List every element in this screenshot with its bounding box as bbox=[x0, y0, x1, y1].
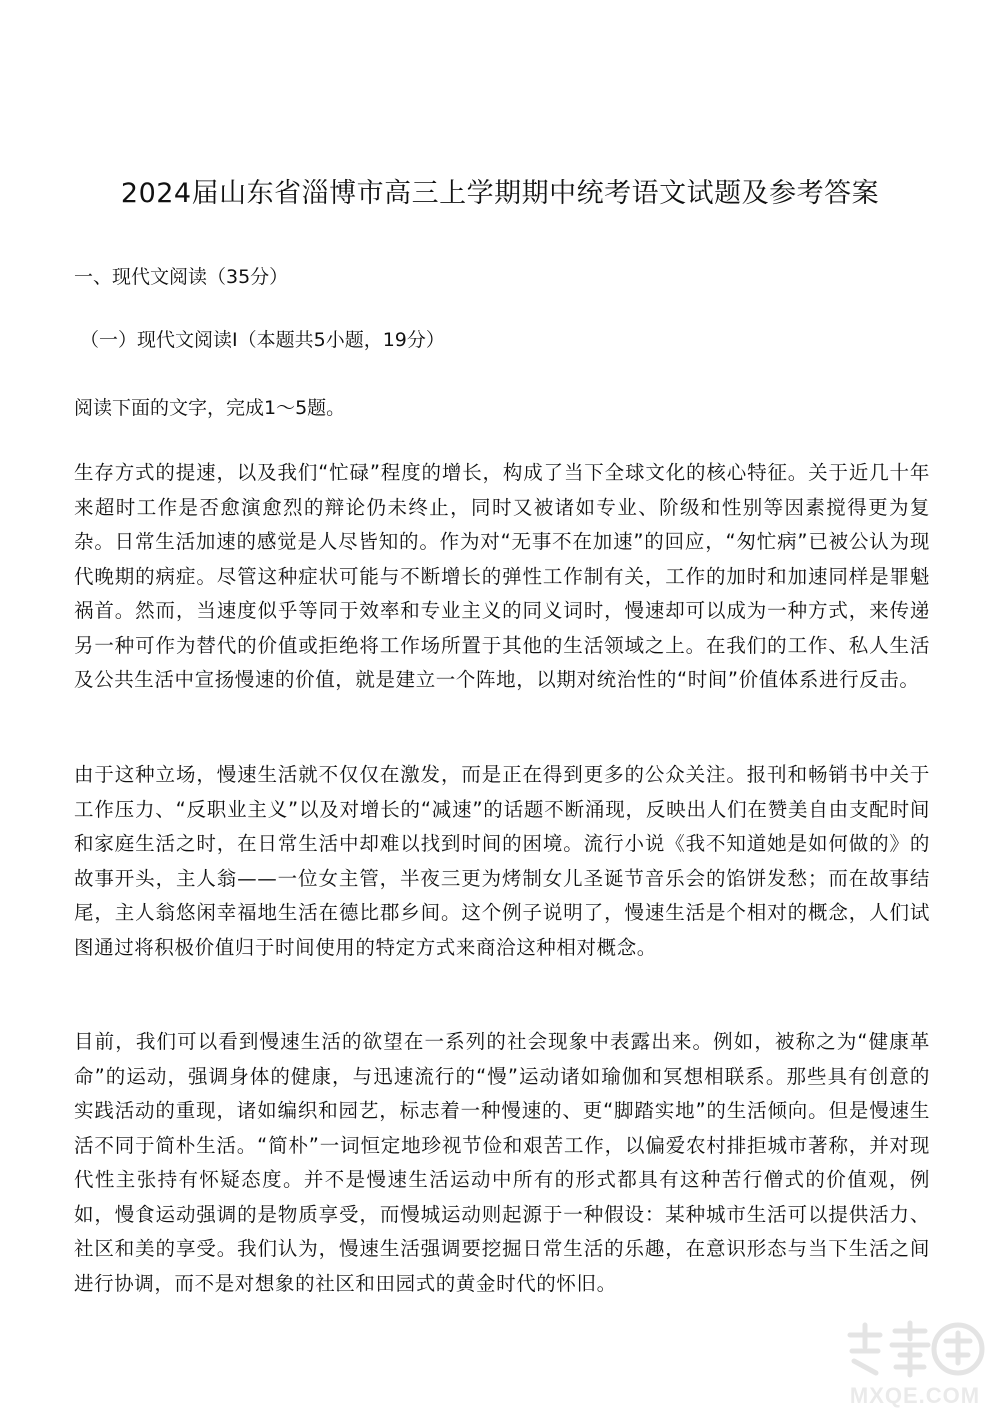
section-heading: 一、现代文阅读（35分） bbox=[74, 266, 289, 288]
subsection-heading: （一）现代文阅读Ⅰ（本题共5小题，19分） bbox=[80, 329, 445, 351]
reading-instruction: 阅读下面的文字，完成1～5题。 bbox=[74, 397, 346, 419]
passage-paragraph-1: 生存方式的提速，以及我们“忙碌”程度的增长，构成了当下全球文化的核心特征。关于近几十年来超时工作是否愈演愈烈的辩论仍未终止，同时又被诸如专业、阶级和性别等因素搅得更为复杂。日常生活加速的感觉是人尽皆知的。作为对“无事不在加速”的回应，“匆忙病”已被公认为现代晚期的病症。尽管这种症状可能与不断增长的弹性工作制有关，工作的加时和加速同样是罪魁祸首。然而，当速度似乎等同于效率和专业主义的同义词时，慢速却可以成为一种方式，来传递另一种可作为替代的价值或拒绝将工作场所置于其他的生活领域之上。在我们的工作、私人生活及公共生活中宣扬慢速的价值，就是建立一个阵地，以期对统治性的“时间”价值体系进行反击。 bbox=[74, 461, 930, 691]
document-title: 2024届山东省淄博市高三上学期期中统考语文试题及参考答案 bbox=[120, 178, 880, 209]
passage-paragraph-2: 由于这种立场，慢速生活就不仅仅在激发，而是正在得到更多的公众关注。报刊和畅销书中关于工作压力、“反职业主义”以及对增长的“减速”的话题不断涌现，反映出人们在赞美自由支配时间和家庭生活之时，在日常生活中却难以找到时间的困境。流行小说《我不知道她是如何做的》的故事开头，主人翁——一位女主管，半夜三更为烤制女儿圣诞节音乐会的馅饼发愁；而在故事结尾，主人翁悠闲幸福地生活在德比郡乡间。这个例子说明了，慢速生活是个相对的概念，人们试图通过将积极价值归于时间使用的特定方式来商洽这种相对概念。 bbox=[74, 763, 930, 959]
site-watermark bbox=[840, 1317, 990, 1409]
watermark-text: MXQE.COM bbox=[849, 1383, 981, 1408]
passage-paragraph-3: 目前，我们可以看到慢速生活的欲望在一系列的社会现象中表露出来。例如，被称之为“健康革命”的运动，强调身体的健康，与迅速流行的“慢”运动诸如瑜伽和冥想相联系。那些具有创意的实践活动的重现，诸如编织和园艺，标志着一种慢速的、更“脚踏实地”的生活倾向。但是慢速生活不同于简朴生活。“简朴”一词恒定地珍视节俭和艰苦工作，以偏爱农村排拒城市著称，并对现代性主张持有怀疑态度。并不是慢速生活运动中所有的形式都具有这种苦行僧式的价值观，例如，慢食运动强调的是物质享受，而慢城运动则起源于一种假设：某种城市生活可以提供活力、社区和美的享受。我们认为，慢速生活强调要挖掘日常生活的乐趣，在意识形态与当下生活之间进行协调，而不是对想象的社区和田园式的黄金时代的怀旧。 bbox=[74, 1030, 930, 1295]
watermark-logo-icon bbox=[840, 1317, 990, 1383]
